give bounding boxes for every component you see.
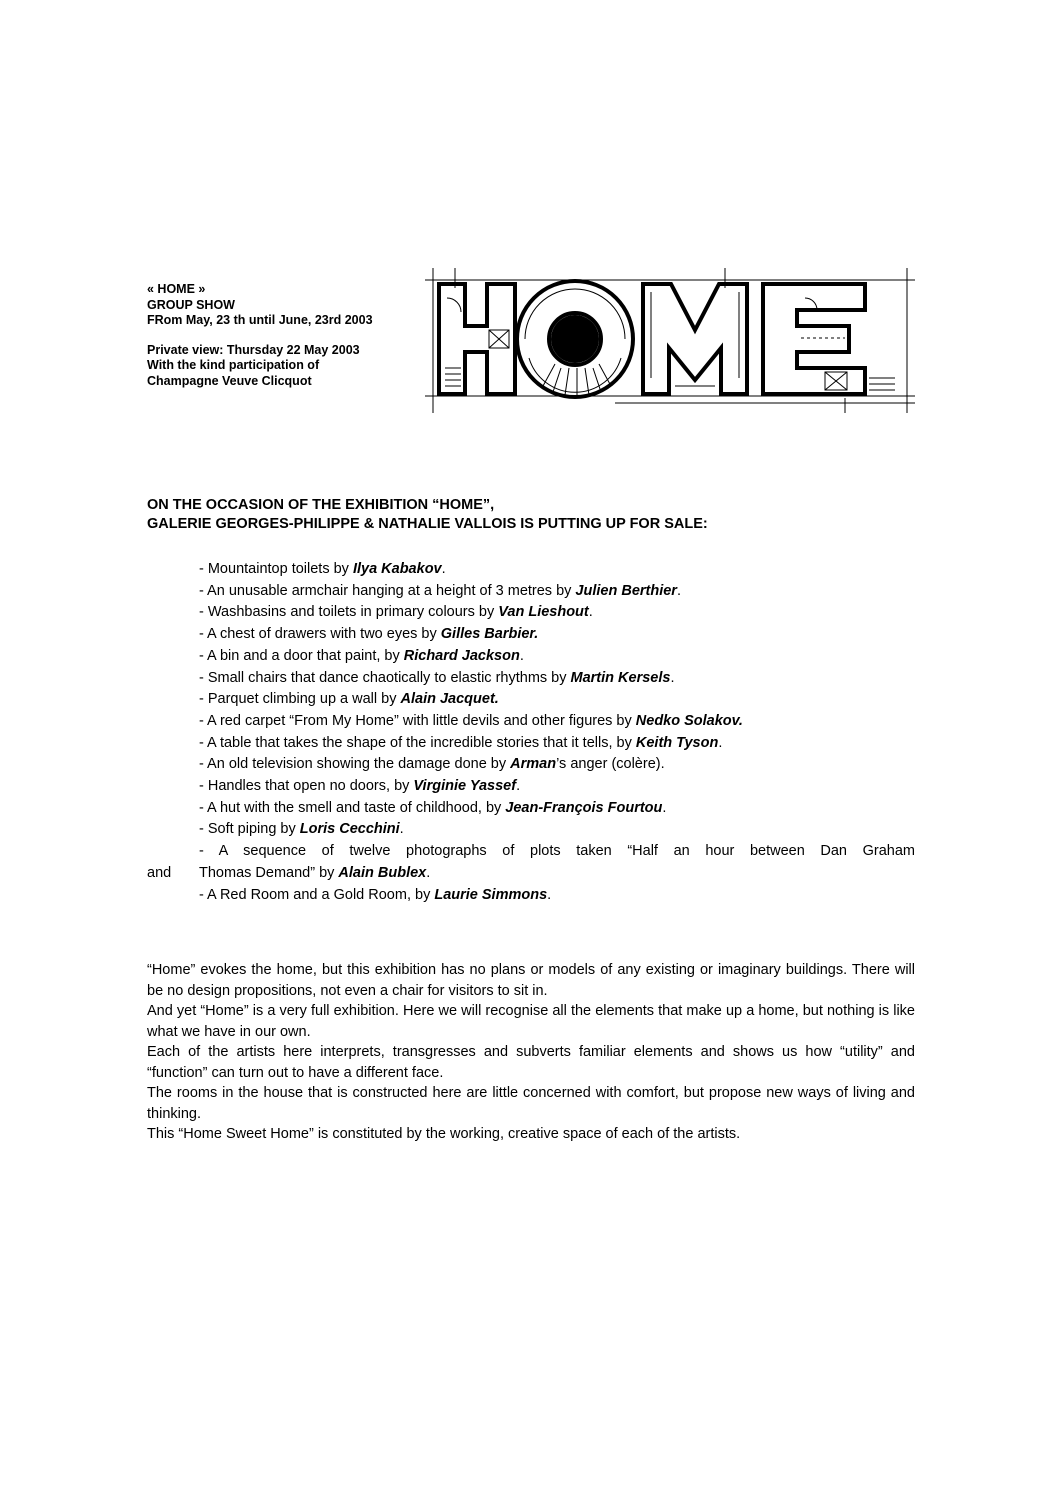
list-item: - A chest of drawers with two eyes by Gilles Barbier.: [199, 626, 539, 643]
list-item-long-line1: - A sequence of twelve photographs of plots taken “Half an hour between Dan Graham: [199, 843, 915, 860]
paragraph: And yet “Home” is a very full exhibition. Here we will recognise all the elements that make up a home, but nothing is like what we have in our own.: [147, 1003, 915, 1040]
exhibition-description: [147, 960, 915, 1145]
list-item: - A table that takes the shape of the incredible stories that it tells, by Keith Tyson.: [199, 734, 723, 751]
paragraph: The rooms in the house that is constructed here are little concerned with comfort, but propose new ways of living and thinking.: [147, 1085, 915, 1122]
exhibition-title: « HOME »: [147, 282, 206, 296]
exhibition-subtitle: GROUP SHOW: [147, 297, 235, 312]
list-item: - A red carpet “From My Home” with little devils and other figures by Nedko Solakov.: [199, 712, 743, 729]
sale-heading: [147, 496, 927, 534]
private-view: Private view: Thursday 22 May 2003: [147, 342, 360, 357]
sale-list: [147, 559, 915, 906]
sale-heading-line1: ON THE OCCASION OF THE EXHIBITION “HOME”,: [147, 497, 495, 513]
list-item: - An old television showing the damage done by Arman’s anger (colère).: [199, 756, 665, 773]
list-item-long-line2: and Thomas Demand” by Alain Bublex.: [147, 863, 915, 885]
list-item: - A bin and a door that paint, by Richard Jackson.: [199, 647, 524, 664]
paragraph: Each of the artists here interprets, transgresses and subverts familiar elements and shows us how “utility” and “function” can turn out to have a different face.: [147, 1044, 915, 1081]
list-item: - A Red Room and a Gold Room, by Laurie Simmons.: [199, 886, 552, 903]
list-item: - Soft piping by Loris Cecchini.: [199, 821, 404, 838]
list-item: - Handles that open no doors, by Virginie Yassef.: [199, 778, 521, 795]
paragraph: “Home” evokes the home, but this exhibition has no plans or models of any existing or imaginary buildings. There will be no design propositions, not even a chair for visitors to sit in.: [147, 962, 915, 999]
exhibition-info: [147, 282, 437, 389]
list-item: - An unusable armchair hanging at a height of 3 metres by Julien Berthier.: [199, 582, 681, 599]
list-item: - Mountaintop toilets by Ilya Kabakov.: [199, 561, 446, 577]
sponsor-name: Champagne Veuve Clicquot: [147, 373, 312, 388]
list-item: - A hut with the smell and taste of childhood, by Jean-François Fourtou.: [199, 799, 667, 816]
exhibition-dates: FRom May, 23 th until June, 23rd 2003: [147, 313, 373, 327]
paragraph: This “Home Sweet Home” is constituted by the working, creative space of each of the artists.: [147, 1126, 741, 1142]
sale-heading-line2: GALERIE GEORGES-PHILIPPE & NATHALIE VALLOIS IS PUTTING UP FOR SALE:: [147, 516, 708, 532]
list-item: - Washbasins and toilets in primary colours by Van Lieshout.: [199, 604, 593, 621]
and-word: and: [147, 864, 172, 881]
list-item: - Parquet climbing up a wall by Alain Jacquet.: [199, 691, 499, 708]
list-item: - Small chairs that dance chaotically to elastic rhythms by Martin Kersels.: [199, 669, 675, 686]
participation-note: With the kind participation of: [147, 358, 320, 372]
home-floorplan-logo: [425, 268, 915, 413]
